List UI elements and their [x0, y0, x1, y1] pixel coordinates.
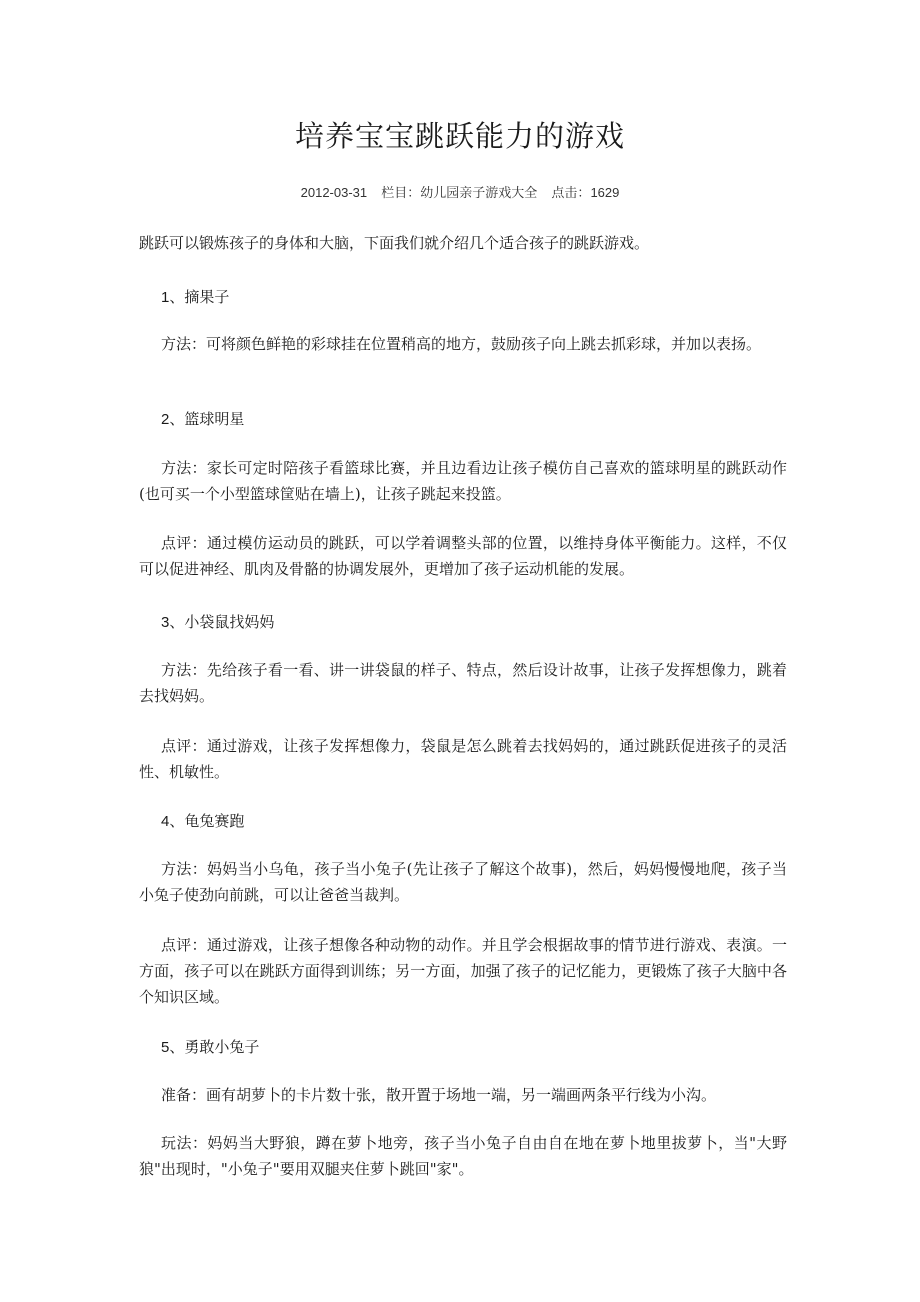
section-heading — [139, 284, 787, 311]
section-heading — [139, 406, 787, 433]
section-heading — [139, 609, 787, 636]
section-heading — [139, 808, 787, 835]
section-number: 2 — [161, 411, 170, 428]
hits-label: 点击： — [551, 186, 591, 201]
section-prep: 准备：画有胡萝卜的卡片数十张，散开置于场地一端，另一端画两条平行线为小沟。 — [161, 1086, 717, 1104]
section-number: 3 — [161, 614, 170, 631]
section-method: 方法：妈妈当小乌龟，孩子当小兔子(先让孩子了解这个故事)，然后，妈妈慢慢地爬，孩子当小兔子使劲向前跳，可以让爸爸当裁判。 — [139, 860, 787, 904]
section-number: 1 — [161, 289, 170, 306]
section-title: 、龟兔赛跑 — [169, 812, 245, 830]
intro-paragraph: 跳跃可以锻炼孩子的身体和大脑，下面我们就介绍几个适合孩子的跳跃游戏。 — [139, 234, 650, 252]
hits-value: 1629 — [590, 185, 620, 200]
section-play: 玩法：妈妈当大野狼，蹲在萝卜地旁，孩子当小兔子自由自在地在萝卜地里拔萝卜，当"大野狼"出现时，"小兔子"要用双腿夹住萝卜跳回"家"。 — [139, 1134, 787, 1178]
section-comment: 点评：通过游戏，让孩子想像各种动物的动作。并且学会根据故事的情节进行游戏、表演。一方面，孩子可以在跳跃方面得到训练；另一方面，加强了孩子的记忆能力，更锻炼了孩子大脑中各个知识区域。 — [139, 936, 787, 1006]
column-label: 栏目：幼儿园亲子游戏大全 — [381, 186, 538, 201]
publish-date: 2012-03-31 — [300, 185, 368, 200]
section-method: 方法：家长可定时陪孩子看篮球比赛，并且边看边让孩子模仿自己喜欢的篮球明星的跳跃动作(也可买一个小型篮球筐贴在墙上)，让孩子跳起来投篮。 — [139, 459, 787, 503]
article-meta — [0, 183, 920, 204]
section-title: 、篮球明星 — [169, 410, 245, 428]
section-number: 4 — [161, 813, 170, 830]
section-title: 、小袋鼠找妈妈 — [169, 613, 275, 631]
section-method: 方法：可将颜色鲜艳的彩球挂在位置稍高的地方，鼓励孩子向上跳去抓彩球，并加以表扬。 — [161, 335, 762, 353]
section-method: 方法：先给孩子看一看、讲一讲袋鼠的样子、特点，然后设计故事，让孩子发挥想像力，跳着去找妈妈。 — [139, 661, 787, 705]
section-number: 5 — [161, 1039, 170, 1056]
section-comment: 点评：通过游戏，让孩子发挥想像力，袋鼠是怎么跳着去找妈妈的，通过跳跃促进孩子的灵活性、机敏性。 — [139, 737, 787, 781]
article-title: 培养宝宝跳跃能力的游戏 — [294, 119, 625, 153]
section-title: 、勇敢小兔子 — [169, 1038, 260, 1056]
section-heading — [139, 1034, 787, 1061]
section-comment: 点评：通过模仿运动员的跳跃，可以学着调整头部的位置，以维持身体平衡能力。这样，不仅可以促进神经、肌肉及骨骼的协调发展外，更增加了孩子运动机能的发展。 — [139, 534, 787, 578]
section-title: 、摘果子 — [169, 288, 230, 306]
